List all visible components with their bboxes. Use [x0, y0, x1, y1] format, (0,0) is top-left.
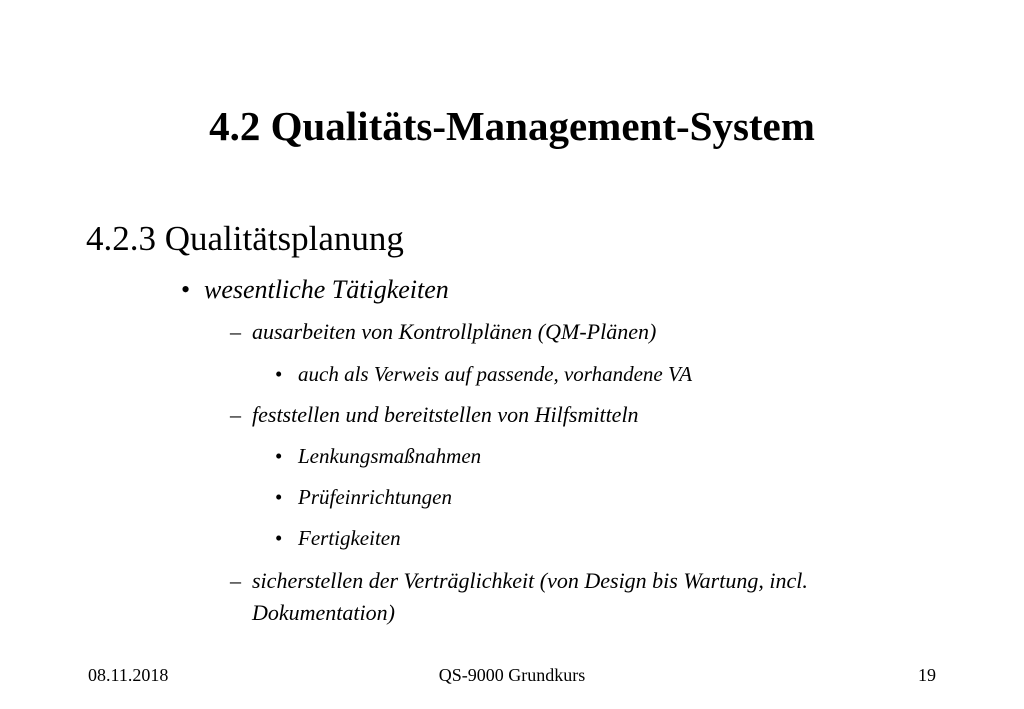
- bullet-icon: •: [275, 444, 283, 468]
- list-item-text: sicherstellen der Verträglichkeit (von Design bis Wartung, incl.: [252, 568, 808, 593]
- bullet-icon: •: [275, 526, 283, 550]
- list-item-level-1: [0, 273, 1024, 307]
- section-heading: 4.2.3 Qualitätsplanung: [86, 219, 404, 258]
- page-number: 19: [918, 665, 936, 685]
- list-item-level-2: [0, 400, 1024, 430]
- list-item-text: Prüfeinrichtungen: [298, 485, 452, 509]
- dash-icon: –: [230, 568, 241, 593]
- list-item-level-3: [0, 441, 1024, 471]
- dash-icon: –: [230, 319, 241, 344]
- list-item-text: auch als Verweis auf passende, vorhandene VA: [298, 362, 693, 386]
- list-item-text: Lenkungsmaßnahmen: [298, 444, 482, 468]
- list-item-level-2: [0, 317, 1024, 347]
- slide-title: 4.2 Qualitäts-Management-System: [209, 103, 815, 149]
- list-item-text: Fertigkeiten: [298, 526, 401, 550]
- list-item-continuation: [0, 598, 1024, 628]
- bullet-icon: •: [275, 362, 283, 386]
- list-item-level-2: [0, 566, 1024, 596]
- footer-title: QS-9000 Grundkurs: [438, 665, 586, 685]
- footer-date: 08.11.2018: [88, 665, 169, 685]
- dash-icon: –: [230, 402, 241, 427]
- list-item-level-3: [0, 523, 1024, 553]
- list-item-level-3: [0, 359, 1024, 389]
- list-item-text: wesentliche Tätigkeiten: [204, 275, 449, 304]
- bullet-icon: •: [275, 485, 283, 509]
- list-item-level-3: [0, 482, 1024, 512]
- list-item-text: feststellen und bereitstellen von Hilfsmitteln: [252, 402, 639, 427]
- bullet-icon: •: [181, 275, 191, 304]
- list-item-text: ausarbeiten von Kontrollplänen (QM-Plänen): [252, 319, 657, 344]
- list-item-text: Dokumentation): [252, 600, 395, 625]
